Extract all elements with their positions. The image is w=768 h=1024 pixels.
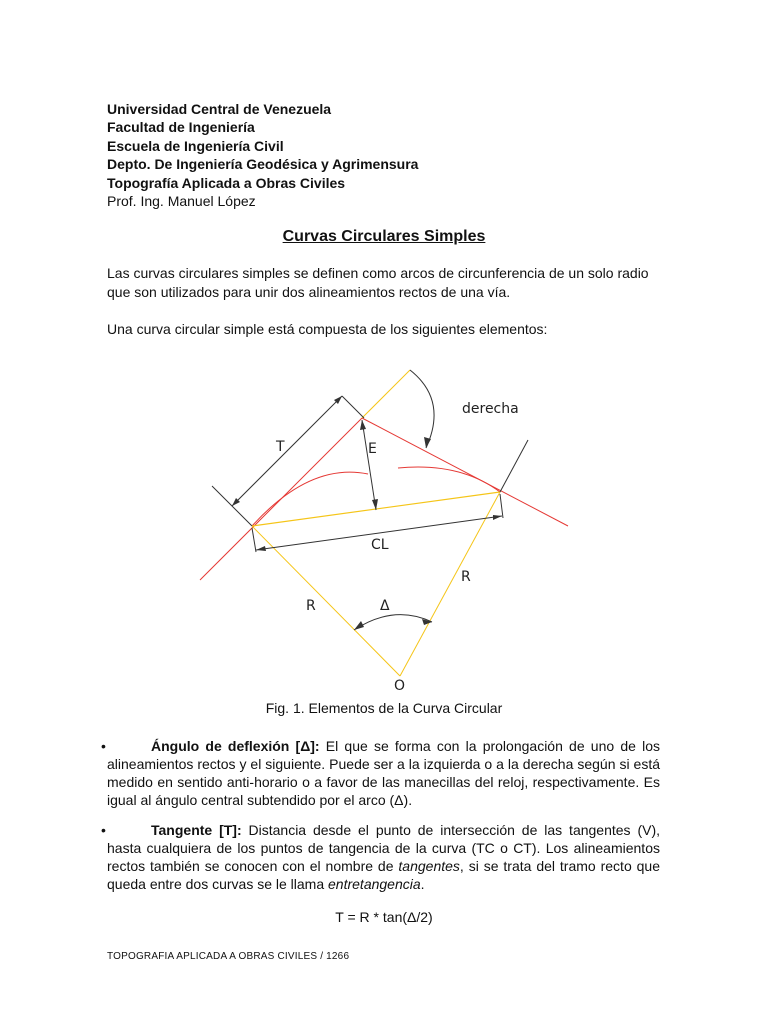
header-line-department: Depto. De Ingeniería Geodésica y Agrimensura xyxy=(107,156,419,173)
label-o: O xyxy=(394,678,406,694)
label-r-left: R xyxy=(306,598,316,614)
dimension-line-e xyxy=(362,420,376,510)
header-line-faculty: Facultad de Ingeniería xyxy=(107,119,255,136)
tangent-extension xyxy=(362,370,410,418)
intro-paragraph-2: Una curva circular simple está compuesta de los siguientes elementos: xyxy=(107,321,548,337)
label-e: E xyxy=(368,441,377,457)
term-tangent: Tangente [T]: xyxy=(151,822,242,838)
deflection-angle-arc xyxy=(410,370,434,448)
dimension-tick-t-end xyxy=(342,396,364,418)
curve-diagram xyxy=(195,362,575,696)
figure-caption: Fig. 1. Elementos de la Curva Circular xyxy=(265,700,503,716)
arrowhead-central-left xyxy=(354,621,364,630)
dimension-line-t xyxy=(232,396,342,506)
central-angle-arc xyxy=(354,615,432,630)
definition-tangent-part-c: . xyxy=(420,876,425,892)
page-title: Curvas Circulares Simples xyxy=(282,228,486,245)
dimension-tick-cl-start xyxy=(252,528,256,552)
document-header xyxy=(107,100,418,210)
label-delta: Δ xyxy=(380,598,390,614)
intro-paragraph-1: Las curvas circulares simples se definen como arcos de circunferencia de un solo radio que son utilizados para unir dos alineamientos rectos de una vía. xyxy=(107,265,649,300)
circular-arc-right xyxy=(398,467,500,492)
list-item-deflection-angle xyxy=(101,737,660,809)
label-r-right: R xyxy=(461,569,471,585)
page-footer: TOPOGRAFIA APLICADA A OBRAS CIVILES / 1266 xyxy=(107,951,350,962)
emphasis-tangentes: tangentes xyxy=(398,858,460,874)
emphasis-entretangencia: entretangencia xyxy=(328,876,421,892)
header-professor: Prof. Ing. Manuel López xyxy=(107,193,256,210)
definition-tangent-part-a: Distancia desde el punto de intersección de las tangentes (V), hasta cualquiera de los puntos de tangencia de la curva (TC o CT). Los alineamientos rectos también se conocen con el nombre de xyxy=(107,822,660,874)
label-derecha: derecha xyxy=(462,401,519,417)
header-line-university: Universidad Central de Venezuela xyxy=(107,101,332,117)
label-cl: CL xyxy=(371,537,389,553)
bullet-dot: • xyxy=(101,822,106,838)
header-line-school: Escuela de Ingeniería Civil xyxy=(107,137,284,154)
definition-tangent-part-b: , si se trata del tramo recto que queda entre dos curvas se le llama xyxy=(107,858,660,892)
curve-elements-figure xyxy=(195,362,575,696)
label-t: T xyxy=(276,439,285,455)
definition-deflection-angle: El que se forma con la prolongación de uno de los alineamientos rectos y el siguiente. Puede ser a la izquierda o a la derecha según si está medido en sentido anti-horario o a favor de las manecillas del reloj, respectivamente. Es igual al ángulo central subtendido por el arco (Δ). xyxy=(107,738,660,808)
term-deflection-angle: Ángulo de deflexión [Δ]: xyxy=(151,738,320,754)
dimension-tick-cl-end xyxy=(500,494,503,518)
radius-right xyxy=(400,492,500,676)
header-line-course: Topografía Aplicada a Obras Civiles xyxy=(107,174,346,191)
alignment-forward-tangent xyxy=(362,418,568,526)
arrowhead-e-top xyxy=(360,420,366,430)
pt-perpendicular-tick xyxy=(500,440,528,492)
bullet-dot: • xyxy=(101,738,106,754)
list-item-tangent xyxy=(101,821,660,893)
tangent-formula: T = R * tan(Δ/2) xyxy=(335,909,433,925)
